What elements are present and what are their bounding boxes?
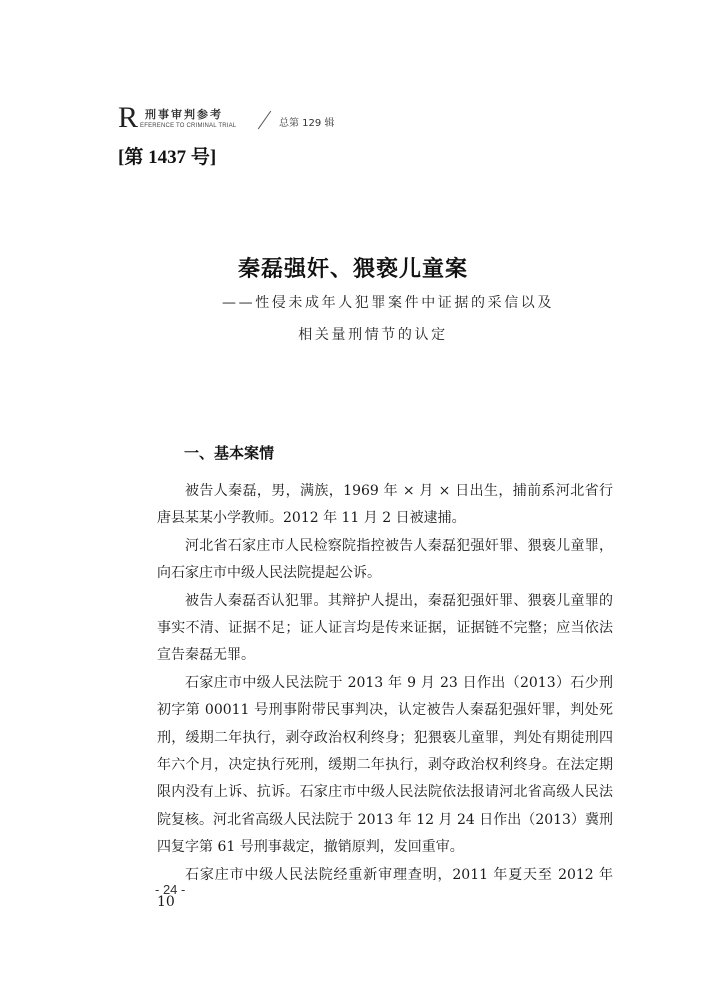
section-heading: 一、基本案情 <box>184 444 275 462</box>
article-title: 秦磊强奸、猥亵儿童案 <box>237 256 468 282</box>
paragraph: 石家庄市中级人民法院于 2013 年 9 月 23 日作出（2013）石少刑初字第 00011 号刑事附带民事判决，认定被告人秦磊犯强奸罪，判处死刑，缓期二年执行，剥夺政治权利终身；犯猥亵儿童罪，判处有期徒刑四年六个月，决定执行死刑，缓期二年执行，剥夺政治权利终身。在法定期限内没有上诉、抗诉。石家庄市中级人民法院依法报请河北省高级人民法院复核。河北省高级人民法院于 2013 年 12 月 24 日作出（2013）冀刑四复字第 61 号刑事裁定，撤销原判，发回重审。 <box>157 674 613 856</box>
journal-logo-letter: R <box>118 101 139 134</box>
paragraph: 被告人秦磊，男，满族，1969 年 × 月 × 日出生，捕前系河北省行唐县某某小学教师。2012 年 11 月 2 日被逮捕。 <box>157 483 613 527</box>
header-divider <box>258 111 271 130</box>
volume-number: 总第 129 辑 <box>279 118 335 129</box>
journal-logo-chinese: 刑事审判参考 <box>145 108 223 121</box>
paragraph: 石家庄市中级人民法院经重新审理查明，2011 年夏天至 2012 年 10 <box>157 866 613 911</box>
article-subtitle-line1: ——性侵未成年人犯罪案件中证据的采信以及 <box>222 295 554 311</box>
running-header <box>118 103 418 133</box>
paragraph: 被告人秦磊否认犯罪。其辩护人提出，秦磊犯强奸罪、猥亵儿童罪的事实不清、证据不足；证人证言均是传来证据，证据链不完整；应当依法宣告秦磊无罪。 <box>157 592 613 664</box>
page-number: - 24 - <box>155 882 186 897</box>
case-number: [第 1437 号] <box>118 147 217 168</box>
paragraph: 河北省石家庄市人民检察院指控被告人秦磊犯强奸罪、猥亵儿童罪，向石家庄市中级人民法院提起公诉。 <box>157 537 613 582</box>
journal-logo-english: EFERENCE TO CRIMINAL TRIAL <box>140 123 237 129</box>
body-text <box>157 478 613 917</box>
article-subtitle-line2: 相关量刑情节的认定 <box>298 327 448 343</box>
